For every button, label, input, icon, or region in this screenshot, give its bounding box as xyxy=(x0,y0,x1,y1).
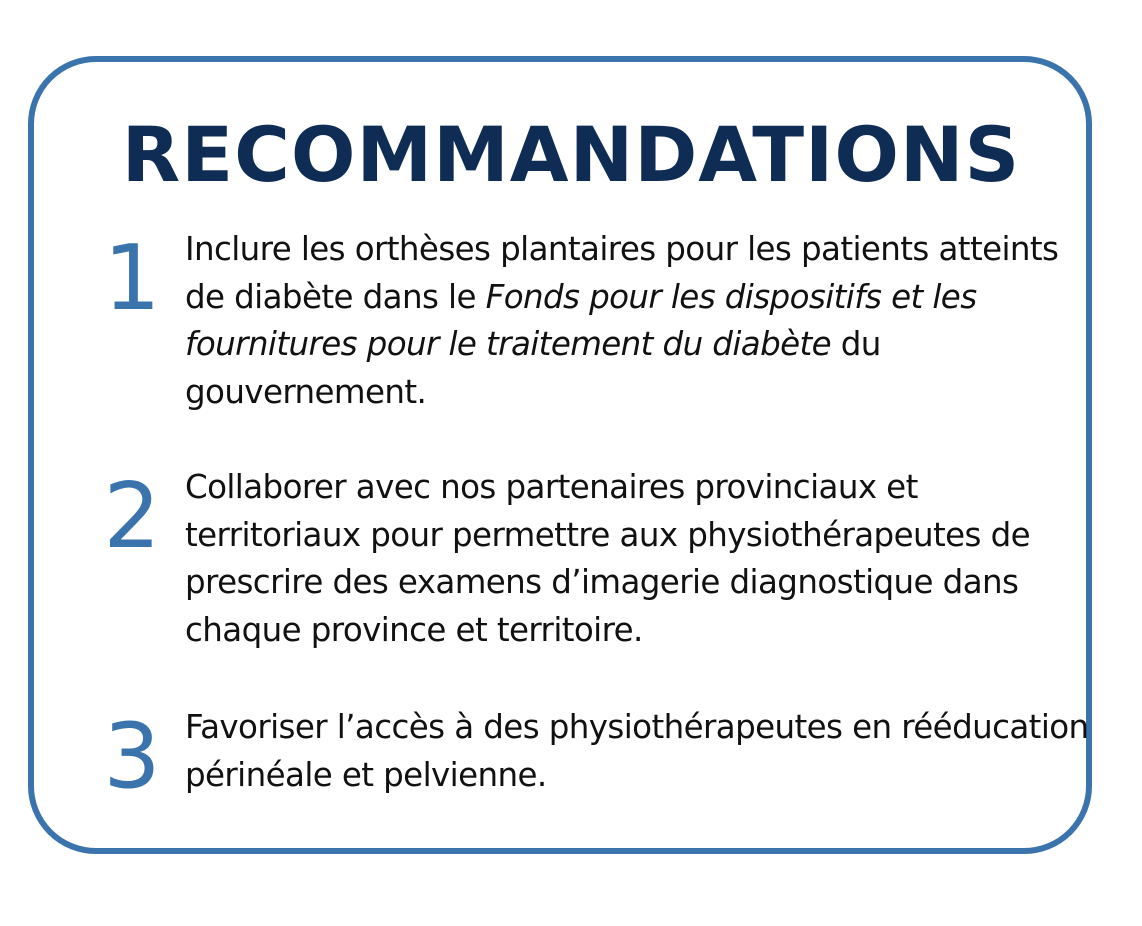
page-title: RECOMMANDATIONS xyxy=(121,110,1021,199)
recommendation-text-1-start: Inclure les orthèses plantaires pour les patients atteints de diabète dans le xyxy=(185,230,1059,316)
recommendation-text-1 xyxy=(185,226,1090,416)
recommendation-text-1-end: du gouvernement. xyxy=(185,325,881,411)
recommendation-number-1: 1 xyxy=(103,226,161,331)
recommendation-text-3: Favoriser l’accès à des physiothérapeutes en rééducation périnéale et pelvienne. xyxy=(185,708,1089,794)
recommendation-number-3: 3 xyxy=(103,704,161,809)
recommendation-text-1-fund-name: Fonds pour les dispositifs et les fournitures pour le traitement du diabète xyxy=(185,277,977,363)
recommendation-text-2: Collaborer avec nos partenaires provinciaux et territoriaux pour permettre aux physiothérapeutes de prescrire des examens d’imagerie diagnostique dans chaque province et territoire. xyxy=(185,468,1030,649)
recommendation-number-2: 2 xyxy=(103,464,161,569)
